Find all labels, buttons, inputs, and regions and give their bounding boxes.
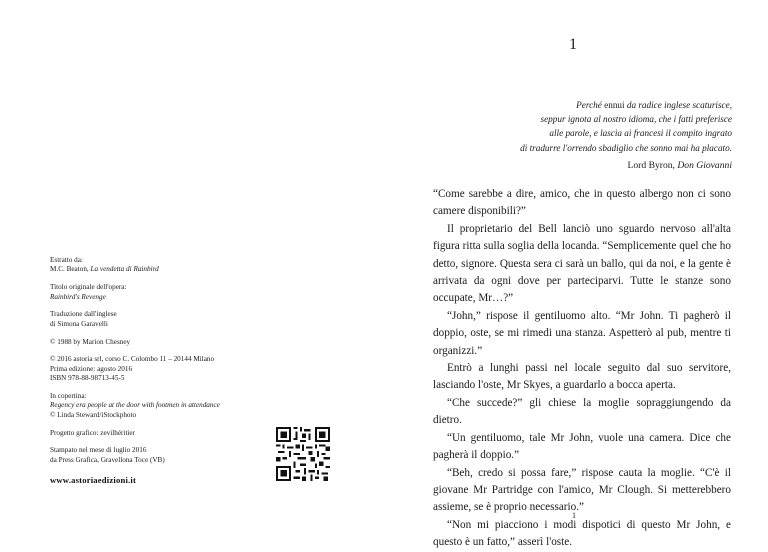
paragraph: “Come sarebbe a dire, amico, che in questo albergo non ci sono camere disponibili?” xyxy=(433,188,731,218)
epigraph-line: alle parole, e lascia ai francesi il compito ingrato xyxy=(549,128,732,139)
colophon-publisher: © 2016 astoria srl, corso C. Colombo 11 – 20144 Milano Prima edizione: agosto 2016 ISBN 978-88-98713-45-5 xyxy=(50,355,215,383)
chapter-body xyxy=(433,186,731,552)
epigraph-attribution: Lord Byron, Don Giovanni xyxy=(627,159,732,171)
paragraph: “John,” rispose il gentiluomo alto. “Mr John. Ti pagherò il doppio, oste, se mi rimedi una stanza. Aspetterò al pub, mentre ti organizzi.” xyxy=(433,309,731,357)
epigraph-line: Perché ennui da radice inglese scaturisce, xyxy=(576,100,732,110)
paragraph: “Che succede?” gli chiese la moglie sopraggiungendo da dietro. xyxy=(433,396,731,427)
left-page xyxy=(0,0,384,540)
colophon-cover: In copertina: Regency era people at the door with footmen in attendance © Linda Steward/iStockphoto xyxy=(50,392,220,419)
page-number: 1 xyxy=(572,511,576,520)
colophon-translation: Traduzione dall'inglese di Simona Garavelli xyxy=(50,310,117,328)
colophon-copyright-author: © 1988 by Marion Chesney xyxy=(50,337,131,346)
chapter-number: 1 xyxy=(569,36,577,53)
epigraph-line: seppur ignota al nostro idioma, che i fatti preferisce xyxy=(540,114,732,125)
colophon-extract: Estratto da: M.C. Beaton, La vendetta di Rainbird xyxy=(50,256,159,274)
epigraph xyxy=(402,98,732,173)
paragraph: “Un gentiluomo, tale Mr John, vuole una camera. Dice che pagherà il doppio.” xyxy=(433,431,731,462)
qr-code-icon[interactable] xyxy=(276,427,330,481)
epigraph-line: di tradurre l'orrendo sbadiglio che sonno mai ha placato. xyxy=(520,142,732,153)
colophon-original-title: Titolo originale dell'opera: Rainbird's Revenge xyxy=(50,283,127,301)
colophon xyxy=(50,256,270,474)
paragraph: “Beh, credo si possa fare,” rispose cauta la moglie. “C'è il giovane Mr Partridge con l'amico, Mr Clough. Si metterebbero assieme, se è proprio necessario.” xyxy=(433,466,731,514)
paragraph: Il proprietario del Bell lanciò uno sguardo nervoso all'alta figura ritta sulla soglia della locanda. “Semplicemente quel che ho detto, signore. Questa sera ci sarà un ballo, qui da noi, e la gente è arrivata da ogni dove per parteciparvi. Tutte le stanze sono occupate, Mr…?” xyxy=(433,222,731,305)
paragraph: “Non mi piacciono i modi dispotici di questo Mr John, e questo è un fatto,” asserì l'oste. xyxy=(433,518,731,549)
colophon-design: Progetto grafico: zevilhéritier xyxy=(50,428,136,437)
paragraph: Entrò a lunghi passi nel locale seguito dal suo servitore, lasciando l'oste, Mr Skyes, a guardarlo a bocca aperta. xyxy=(433,362,731,392)
publisher-website-link[interactable]: www.astoriaedizioni.it xyxy=(50,475,137,485)
colophon-printing: Stampato nel mese di luglio 2016 da Press Grafica, Gravellona Toce (VB) xyxy=(50,446,165,464)
right-page xyxy=(384,0,768,549)
